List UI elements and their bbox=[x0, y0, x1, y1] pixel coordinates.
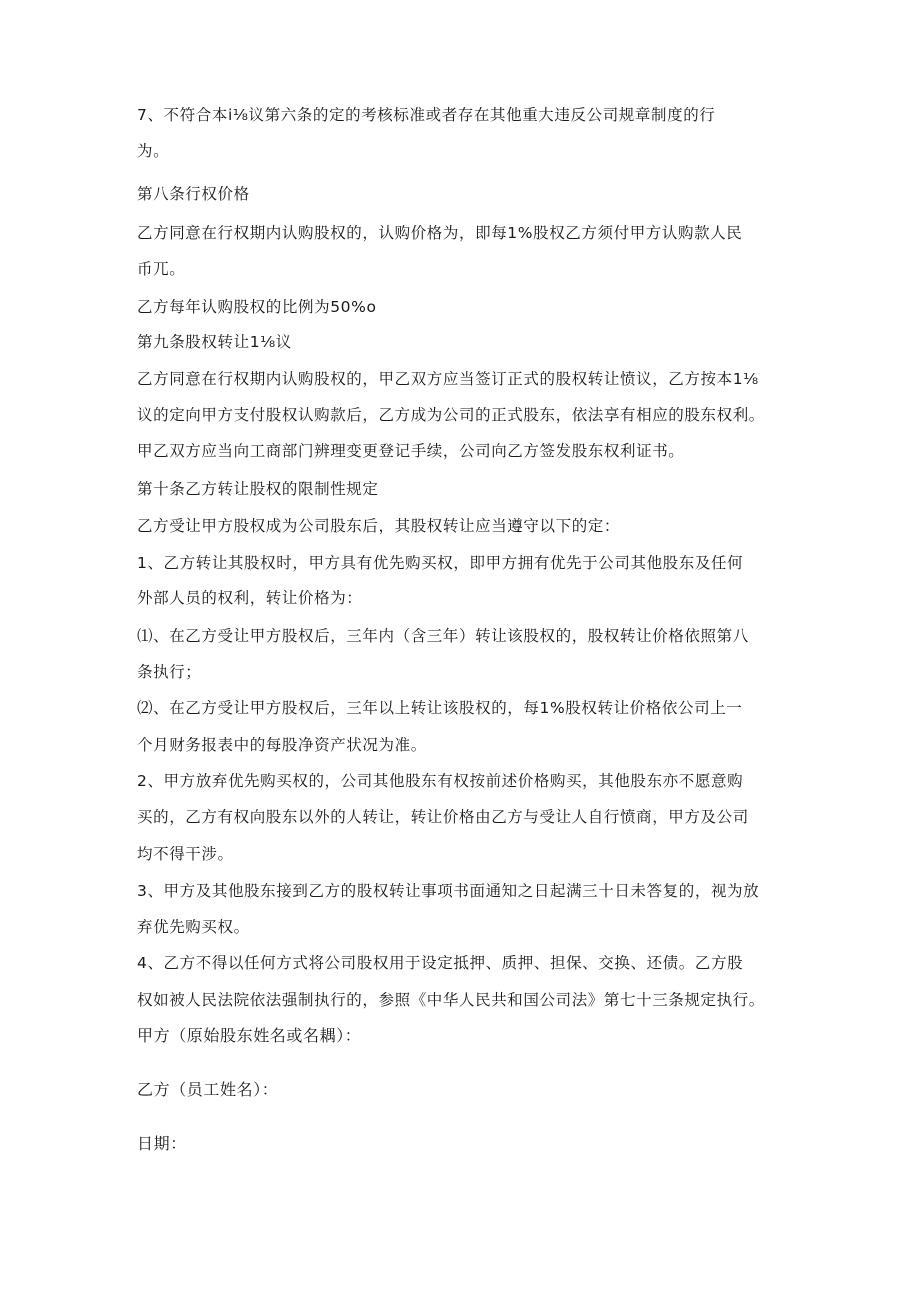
section-heading-10: 第十条乙方转让股权的限制性规定 bbox=[137, 480, 379, 498]
text-line-1: 7、不符合本i⅛议第六条的定的考核标准或者存在其他重大违反公司规章制度的行 bbox=[137, 106, 716, 124]
text-line-2: 为。 bbox=[137, 142, 170, 160]
text-line-14: 外部人员的权利，转让价格为： bbox=[137, 589, 363, 607]
text-line-9: 议的定向甲方支付股权认购款后，乙方成为公司的正式股东，依法享有相应的股东权利。 bbox=[137, 406, 765, 424]
text-line-17: ⑵、在乙方受让甲方股权后，三年以上转让该股权的，每1%股权转让价格依公司上一 bbox=[137, 699, 743, 717]
text-line-18: 个月财务报表中的每股净资产状况为准。 bbox=[137, 736, 427, 754]
text-line-5: 币兀。 bbox=[137, 260, 186, 278]
section-heading-9: 第九条股权转让1⅛议 bbox=[137, 333, 292, 351]
signature-date: 日期： bbox=[137, 1134, 187, 1153]
text-line-24: 4、乙方不得以任何方式将公司股权用于设定抵押、质押、担保、交换、还债。乙方股 bbox=[137, 954, 744, 972]
text-line-13: 1、乙方转让其股权时，甲方具有优先购买权，即甲方拥有优先于公司其他股东及任何 bbox=[137, 554, 744, 572]
text-line-15: ⑴、在乙方受让甲方股权后，三年内（含三年）转让该股权的，股权转让价格依照第八 bbox=[137, 627, 749, 645]
text-line-12: 乙方受让甲方股权成为公司股东后，其股权转让应当遵守以下的定： bbox=[137, 517, 621, 535]
text-line-19: 2、甲方放弃优先购买权的，公司其他股东有权按前述价格购买，其他股东亦不愿意购 bbox=[137, 772, 744, 790]
section-heading-8: 第八条行权价格 bbox=[137, 185, 250, 203]
text-line-8: 乙方同意在行权期内认购股权的，甲乙双方应当签订正式的股权转让愤议，乙方按本1⅛ bbox=[137, 370, 759, 388]
text-line-21: 均不得干涉。 bbox=[137, 845, 234, 863]
text-line-6: 乙方每年认购股权的比例为50%o bbox=[137, 298, 377, 316]
text-line-10: 甲乙双方应当向工商部门辨理变更登记手续，公司向乙方签发股东权利证书。 bbox=[137, 442, 685, 460]
text-line-25: 权如被人民法院依法强制执行的，参照《中华人民共和国公司法》第七十三条规定执行。 bbox=[137, 991, 765, 1009]
text-line-23: 弃优先购买权。 bbox=[137, 918, 250, 936]
signature-party-b: 乙方（员工姓名）： bbox=[137, 1080, 279, 1099]
signature-party-a: 甲方（原始股东姓名或名耦）： bbox=[137, 1026, 362, 1045]
text-line-16: 条执行； bbox=[137, 663, 202, 681]
text-line-22: 3、甲方及其他股东接到乙方的股权转让事项书面通知之日起满三十日未答复的，视为放 bbox=[137, 882, 760, 900]
text-line-20: 买的，乙方有权向股东以外的人转让，转让价格由乙方与受让人自行愤商，甲方及公司 bbox=[137, 808, 749, 826]
text-line-4: 乙方同意在行权期内认购股权的，认购价格为，即每1%股权乙方须付甲方认购款人民 bbox=[137, 224, 743, 242]
